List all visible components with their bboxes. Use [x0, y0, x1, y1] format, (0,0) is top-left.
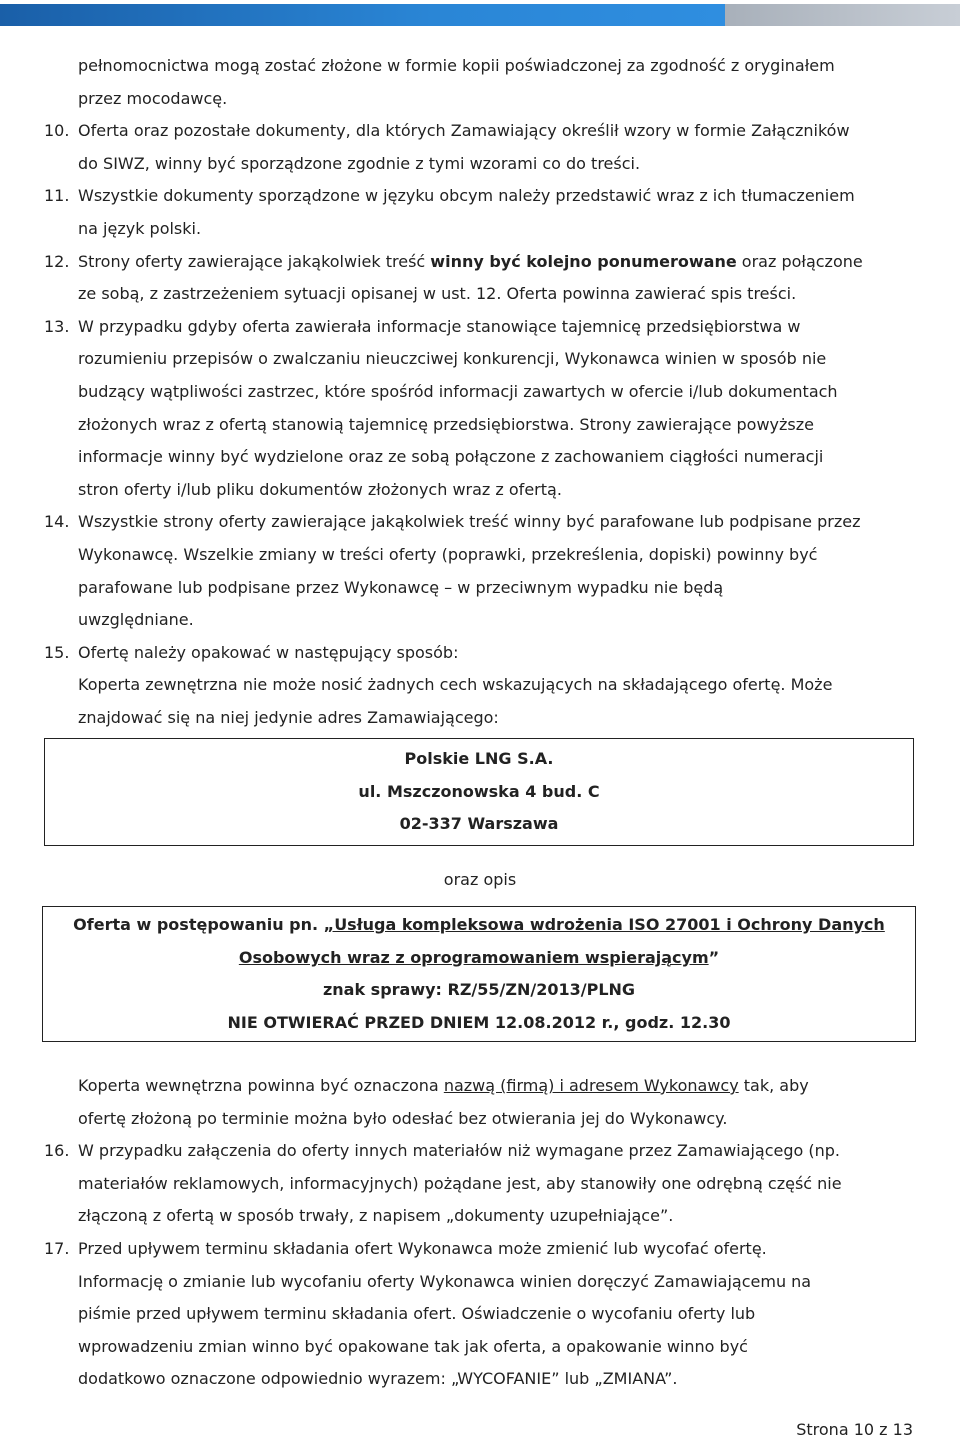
text-line: uwzględniane. [78, 610, 194, 630]
header-bar [0, 4, 960, 26]
text-line: materiałów reklamowych, informacyjnych) pożądane jest, aby stanowiły one odrębną część nie [78, 1173, 842, 1193]
text-line: stron oferty i/lub pliku dokumentów złożonych wraz z ofertą. [78, 479, 562, 499]
text-line: piśmie przed upływem terminu składania ofert. Oświadczenie o wycofaniu oferty lub [78, 1304, 756, 1324]
header-bar-blue [0, 4, 725, 26]
item-number: 14. [44, 512, 70, 532]
text-line: budzący wątpliwości zastrzec, które spośród informacji zawartych w ofercie i/lub dokumentach [78, 381, 838, 401]
address-city: 02-337 Warszawa [399, 814, 559, 834]
text-line: złożonych wraz z ofertą stanowią tajemnicę przedsiębiorstwa. Strony zawierające powyższe [78, 414, 814, 434]
item-number: 16. [44, 1141, 70, 1161]
text-span: Strony oferty zawierające jakąkolwiek treść [78, 251, 431, 271]
item-number: 13. [44, 316, 70, 336]
text-line: informacje winny być wydzielone oraz ze sobą połączone z zachowaniem ciągłości numeracji [78, 447, 824, 467]
text-line: ze sobą, z zastrzeżeniem sytuacji opisanej w ust. 12. Oferta powinna zawierać spis treści. [78, 284, 797, 304]
text-line: Wszystkie dokumenty sporządzone w języku obcym należy przedstawić wraz z ich tłumaczeniem [78, 186, 855, 206]
text-line: wprowadzeniu zmian winno być opakowane tak jak oferta, a opakowanie winno być [78, 1336, 748, 1356]
item-10 [44, 115, 916, 148]
item-13 [44, 311, 916, 344]
item-11 [44, 180, 916, 213]
text-line: Ofertę należy opakować w następujący sposób: [78, 642, 459, 662]
do-not-open-notice: NIE OTWIERAĆ PRZED DNIEM 12.08.2012 r., godz. 12.30 [227, 1012, 731, 1032]
bold-text: winny być kolejno ponumerowane [430, 251, 737, 271]
text-line: Oferta oraz pozostałe dokumenty, dla których Zamawiający określił wzory w formie Załączników [78, 121, 850, 141]
header-bar-gray [725, 4, 960, 26]
text-line: przez mocodawcę. [78, 88, 228, 108]
text-line: W przypadku gdyby oferta zawierała informacje stanowiące tajemnicę przedsiębiorstwa w [78, 316, 801, 336]
offer-title-line: Oferta w postępowaniu pn. „Usługa kompleksowa wdrożenia ISO 27001 i Ochrony Danych [73, 915, 885, 934]
oraz-opis-label: oraz opis [443, 870, 517, 889]
text-line: W przypadku załączenia do oferty innych materiałów niż wymagane przez Zamawiającego (np. [78, 1141, 841, 1161]
item-16 [44, 1135, 916, 1168]
text-line: do SIWZ, winny być sporządzone zgodnie z tymi wzorami co do treści. [78, 153, 641, 173]
item-number: 11. [44, 186, 70, 206]
offer-label-box [42, 906, 916, 1042]
text-line: Wykonawcę. Wszelkie zmiany w treści oferty (poprawki, przekreślenia, dopiski) powinny być [78, 544, 818, 564]
text-line: Przed upływem terminu składania ofert Wykonawca może zmienić lub wycofać ofertę. [78, 1238, 767, 1258]
address-name: Polskie LNG S.A. [404, 749, 554, 768]
text-line: Koperta wewnętrzna powinna być oznaczona nazwą (firmą) i adresem Wykonawcy tak, aby [78, 1076, 809, 1095]
text-line: parafowane lub podpisane przez Wykonawcę – w przeciwnym wypadku nie będą [78, 577, 724, 597]
text-line: Koperta zewnętrzna nie może nosić żadnych cech wskazujących na składającego ofertę. Może [78, 675, 833, 695]
document-body [44, 50, 916, 734]
text-line: złączoną z ofertą w sposób trwały, z napisem „dokumenty uzupełniające”. [78, 1206, 674, 1226]
item-number: 15. [44, 642, 70, 662]
address-box [44, 738, 914, 846]
item-14 [44, 506, 916, 539]
text-line: pełnomocnictwa mogą zostać złożone w formie kopii poświadczonej za zgodność z oryginałem [78, 56, 835, 75]
item-number: 17. [44, 1238, 70, 1258]
text-line: Wszystkie strony oferty zawierające jakąkolwiek treść winny być parafowane lub podpisane przez [78, 512, 861, 532]
address-street: ul. Mszczonowska 4 bud. C [358, 781, 600, 801]
case-reference: znak sprawy: RZ/55/ZN/2013/PLNG [322, 980, 636, 1000]
page-number: Strona 10 z 13 [796, 1420, 913, 1439]
item-number: 12. [44, 251, 70, 271]
text-line: rozumieniu przepisów o zwalczaniu nieuczciwej konkurencji, Wykonawca winien w sposób nie [78, 349, 827, 369]
document-body-continued [44, 1070, 916, 1396]
text-line: dodatkowo oznaczone odpowiednio wyrazem: „WYCOFANIE” lub „ZMIANA”. [78, 1369, 678, 1389]
item-17 [44, 1233, 916, 1266]
offer-title-line: Osobowych wraz z oprogramowaniem wspierającym” [238, 947, 720, 967]
text-line: znajdować się na niej jedynie adres Zamawiającego: [78, 707, 499, 727]
item-12 [44, 246, 916, 279]
text-line: Informację o zmianie lub wycofaniu oferty Wykonawca winien doręczyć Zamawiającemu na [78, 1271, 812, 1291]
item-15 [44, 637, 916, 670]
text-span: oraz połączone [736, 251, 863, 271]
text-line: na język polski. [78, 218, 202, 238]
text-line: ofertę złożoną po terminie można było odesłać bez otwierania jej do Wykonawcy. [78, 1108, 728, 1128]
item-number: 10. [44, 121, 70, 141]
